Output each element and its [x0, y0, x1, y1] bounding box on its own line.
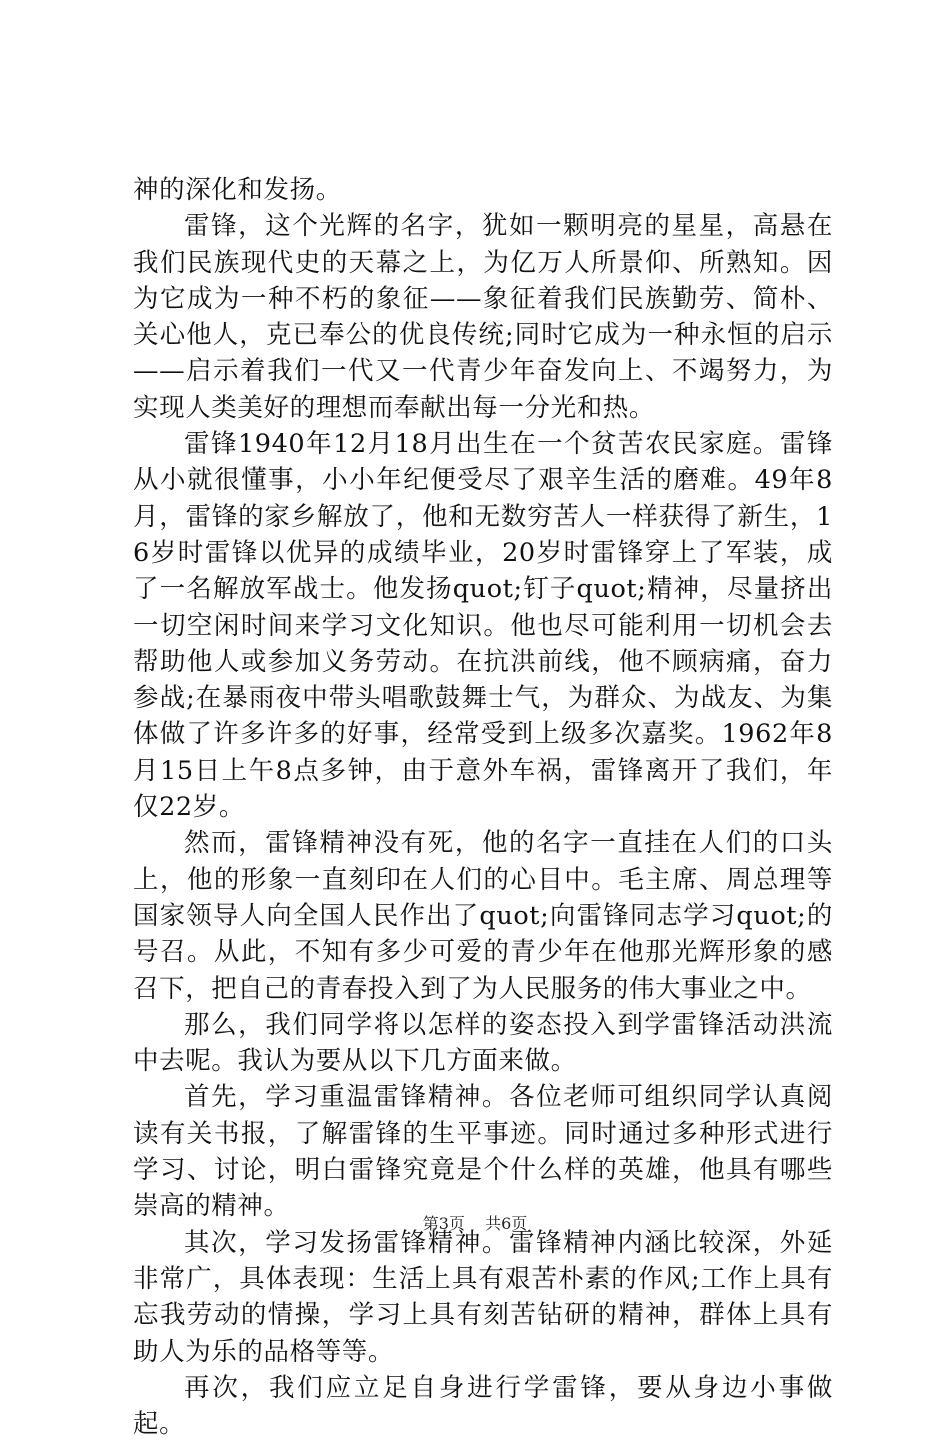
page-number: 第3页: [422, 1214, 465, 1233]
paragraph-lei-feng-biography: 雷锋1940年12月18月出生在一个贫苦农民家庭。雷锋从小就很懂事，小小年纪便受尽了艰辛生活的磨难。49年8月，雷锋的家乡解放了，他和无数穷苦人一样获得了新生，16岁时雷锋以优异的成绩毕业，20岁时雷锋穿上了军装，成了一名解放军战士。他发扬quot;钉子quot;精神，尽量挤出一切空闲时间来学习文化知识。他也尽可能利用一切机会去帮助他人或参加义务劳动。在抗洪前线，他不顾病痛，奋力参战;在暴雨夜中带头唱歌鼓舞士气，为群众、为战友、为集体做了许多许多的好事，经常受到上级多次嘉奖。1962年8月15日上午8点多钟，由于意外车祸，雷锋离开了我们，年仅22岁。: [133, 429, 833, 823]
document-body: [133, 172, 833, 1442]
paragraph-third-point: 再次，我们应立足自身进行学雷锋，要从身边小事做起。: [133, 1372, 833, 1440]
paragraph-lei-feng-spirit-lives: 然而，雷锋精神没有死，他的名字一直挂在人们的口头上，他的形象一直刻印在人们的心目中。毛主席、周总理等国家领导人向全国人民作出了quot;向雷锋同志学习quot;的号召。从此，不知有多少可爱的青少年在他那光辉形象的感召下，把自己的青春投入到了为人民服务的伟大事业之中。: [133, 828, 833, 1004]
paragraph-second-point: 其次，学习发扬雷锋精神。雷锋精神内涵比较深，外延非常广，具体表现：生活上具有艰苦朴素的作风;工作上具有忘我劳动的情操，学习上具有刻苦钻研的精神，群体上具有助人为乐的品格等等。: [133, 1227, 833, 1367]
paragraph-continuation: 神的深化和发扬。: [133, 175, 342, 205]
page-footer: [0, 1214, 950, 1234]
paragraph-lei-feng-name: 雷锋，这个光辉的名字，犹如一颗明亮的星星，高悬在我们民族现代史的天幕之上，为亿万人所景仰、所熟知。因为它成为一种不朽的象征——象征着我们民族勤劳、简朴、关心他人，克已奉公的优良传统;同时它成为一种永恒的启示——启示着我们一代又一代青少年奋发向上、不竭努力，为实现人类美好的理想而奉献出每一分光和热。: [133, 211, 833, 423]
paragraph-how-to-learn: 那么，我们同学将以怎样的姿态投入到学雷锋活动洪流中去呢。我认为要从以下几方面来做。: [133, 1009, 833, 1077]
paragraph-first-point: 首先，学习重温雷锋精神。各位老师可组织同学认真阅读有关书报，了解雷锋的生平事迹。同时通过多种形式进行学习、讨论，明白雷锋究竟是个什么样的英雄，他具有哪些崇高的精神。: [133, 1082, 833, 1222]
page-total: 共6页: [485, 1214, 528, 1233]
